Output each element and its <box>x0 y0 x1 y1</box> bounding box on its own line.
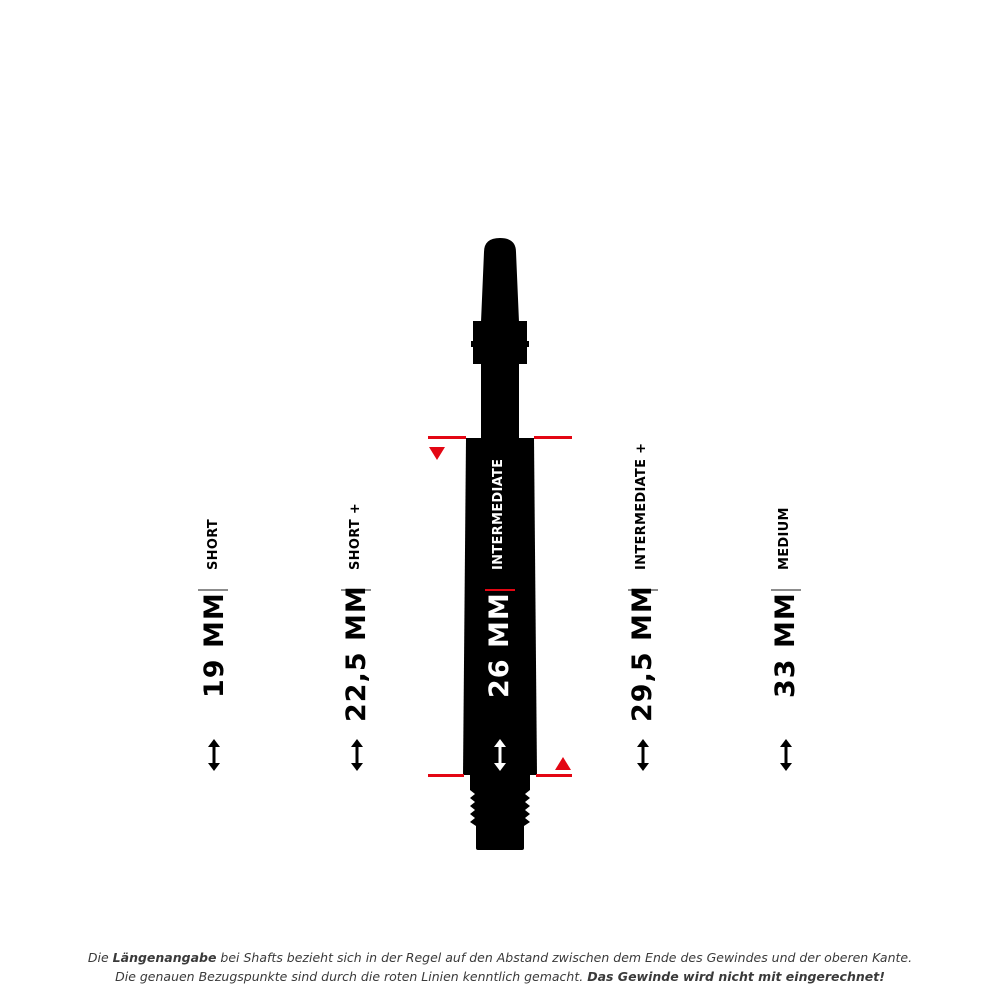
caption-line-1 <box>0 948 1000 967</box>
double-arrow-icon <box>633 738 653 772</box>
length-name: MEDIUM <box>777 507 792 570</box>
down-triangle-marker <box>429 447 445 460</box>
length-name: INTERMEDIATE + <box>634 442 649 570</box>
double-arrow-icon <box>204 738 224 772</box>
length-value: 22,5 MM <box>341 585 372 722</box>
length-name: INTERMEDIATE <box>491 458 506 570</box>
shaft-ring <box>473 321 527 335</box>
bottom-reference-line-right <box>536 774 572 777</box>
up-triangle-marker <box>555 757 571 770</box>
shaft-ring <box>473 334 527 341</box>
separator <box>485 589 515 591</box>
length-name: SHORT + <box>348 502 363 570</box>
length-value: 33 MM <box>770 592 801 698</box>
length-name: SHORT <box>206 518 221 570</box>
caption-line-2 <box>0 967 1000 986</box>
top-reference-line-left <box>428 436 466 439</box>
separator <box>771 589 801 591</box>
caption-text: bei Shafts bezieht sich in der Regel auf den Abstand zwischen dem Ende des Gewindes und der oberen Kante. <box>216 950 913 965</box>
shaft-tip <box>481 238 519 322</box>
caption-emphasis: Längenangabe <box>112 950 217 965</box>
caption-text: Die genauen Bezugspunkte sind durch die roten Linien kenntlich gemacht. <box>115 969 588 984</box>
shaft-ring <box>471 341 529 347</box>
footnote-caption <box>0 948 1000 986</box>
separator <box>198 589 228 591</box>
bottom-reference-line-left <box>428 774 464 777</box>
shaft-thread <box>470 775 530 850</box>
caption-emphasis: Das Gewinde wird nicht mit eingerechnet! <box>587 969 885 984</box>
top-reference-line-right <box>534 436 572 439</box>
length-value: 29,5 MM <box>627 585 658 722</box>
length-value: 19 MM <box>199 592 230 698</box>
caption-text: Die <box>87 950 113 965</box>
shaft-ring <box>473 347 527 364</box>
length-value: 26 MM <box>484 592 515 698</box>
double-arrow-icon <box>490 738 510 772</box>
double-arrow-icon <box>347 738 367 772</box>
double-arrow-icon <box>776 738 796 772</box>
shaft-neck <box>481 363 519 439</box>
